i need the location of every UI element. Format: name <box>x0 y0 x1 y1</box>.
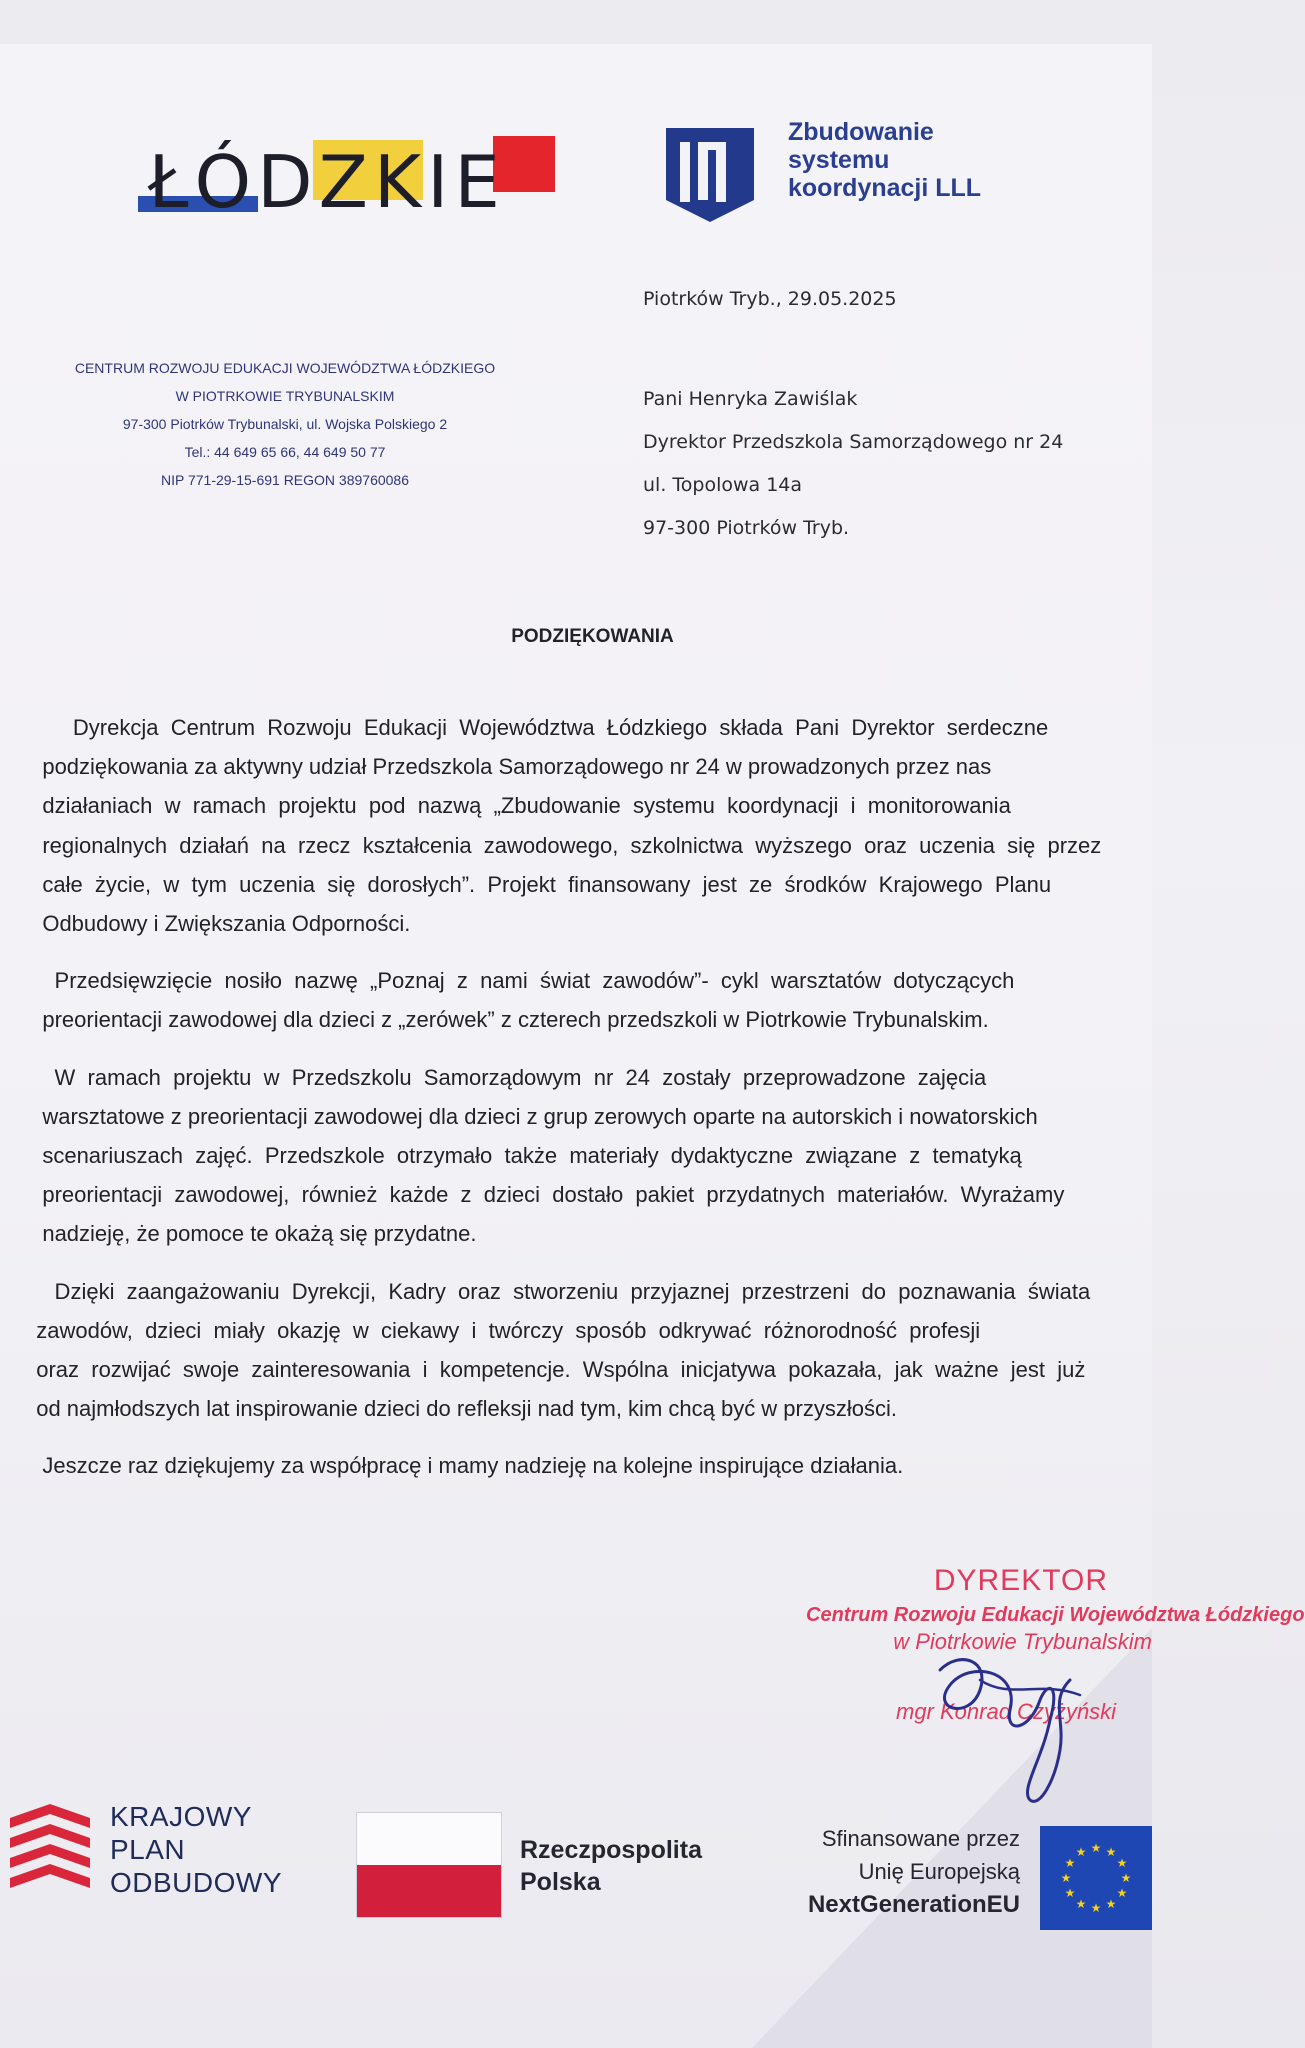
paragraph <box>24 708 1152 943</box>
body-line: warsztatowe z preorientacji zawodowej dla dzieci z grup zerowych oparte na autorskich i nowatorskich <box>24 1103 1038 1129</box>
signature-org: Centrum Rozwoju Edukacji Województwa Łódzkiego <box>806 1604 1305 1626</box>
body-line: nadzieję, że pomoce te okażą się przydatne. <box>24 1221 477 1247</box>
eu-line: NextGenerationEU <box>807 1891 1020 1918</box>
addressee-line: Pani Henryka Zawiślak <box>643 388 858 410</box>
addressee-line: Dyrektor Przedszkola Samorządowego nr 24 <box>643 431 1064 453</box>
paragraph <box>24 961 1152 1039</box>
body-line: Dyrekcja Centrum Rozwoju Edukacji Województwa Łódzkiego składa Pani Dyrektor serdeczne <box>24 715 1049 740</box>
eu-star-icon: ★ <box>1075 1845 1087 1859</box>
rp-logo-text <box>520 1834 702 1898</box>
kpo-line: PLAN <box>110 1834 186 1865</box>
eu-funding-text <box>772 1822 1020 1921</box>
lll-logo-line: Zbudowanie <box>788 118 934 146</box>
kpo-line: KRAJOWY <box>110 1801 252 1832</box>
eu-flag-icon <box>1040 1826 1152 1930</box>
paragraph <box>24 1058 1152 1254</box>
flag-white-stripe <box>357 1813 501 1865</box>
body-line: działaniach w ramach projektu pod nazwą „Zbudowanie systemu koordynacji i monitorowania <box>24 793 1011 819</box>
body-line: W ramach projektu w Przedszkolu Samorządowym nr 24 zostały przeprowadzone zajęcia <box>24 1064 987 1090</box>
eu-star-icon: ★ <box>1064 1886 1076 1900</box>
signature-city: w Piotrkowie Trybunalskim <box>893 1629 1152 1654</box>
body-line: od najmłodszych lat inspirowanie dzieci do refleksji nad tym, kim chcą być w przyszłości. <box>24 1396 897 1422</box>
lodzkie-logo-text: ŁÓDZKIE <box>148 140 506 224</box>
eu-star-icon: ★ <box>1120 1871 1132 1885</box>
body-line: Odbudowy i Zwiększania Odporności. <box>24 911 411 937</box>
flag-red-stripe <box>357 1865 501 1917</box>
lll-logo-line: koordynacji LLL <box>788 174 982 202</box>
letter-body <box>24 708 1152 1504</box>
sender-stamp <box>30 354 540 494</box>
eu-star-icon: ★ <box>1116 1886 1128 1900</box>
polish-flag-icon <box>356 1812 502 1918</box>
addressee-block <box>643 378 1063 550</box>
body-line: regionalnych działań na rzecz kształcenia zawodowego, szkolnictwa wyższego oraz uczenia się przez <box>24 832 1102 858</box>
kpo-logo-text <box>110 1800 282 1899</box>
eu-line: Sfinansowane przez <box>821 1826 1020 1851</box>
kpo-line: ODBUDOWY <box>110 1867 282 1898</box>
handwritten-signature <box>920 1640 1140 1810</box>
sender-line: 97-300 Piotrków Trybunalski, ul. Wojska Polskiego 2 <box>122 416 448 432</box>
eu-star-icon: ★ <box>1105 1845 1117 1859</box>
lll-logo-line: systemu <box>788 146 890 174</box>
body-line: całe życie, w tym uczenia się dorosłych”. Projekt finansowany jest ze środków Krajowego Planu <box>24 871 1052 897</box>
body-line: scenariuszach zajęć. Przedszkole otrzymało także materiały dydaktyczne związane z tematyką <box>24 1143 1022 1169</box>
signature-role: DYREKTOR <box>933 1564 1108 1597</box>
eu-star-icon: ★ <box>1090 1901 1102 1915</box>
sender-line: W PIOTRKOWIE TRYBUNALSKIM <box>175 388 395 404</box>
body-line: preorientacji zawodowej dla dzieci z „zerówek” z czterech przedszkoli w Piotrkowie Trybunalskim. <box>24 1007 989 1033</box>
body-line: preorientacji zawodowej, również każde z dzieci dostało pakiet przydatnych materiałów. Wyrażamy <box>24 1182 1065 1208</box>
eu-star-icon: ★ <box>1105 1897 1117 1911</box>
body-line: Jeszcze raz dziękujemy za współpracę i mamy nadzieję na kolejne inspirujące działania. <box>24 1453 904 1479</box>
lodzkie-logo <box>138 130 558 230</box>
rp-line: Polska <box>520 1868 601 1896</box>
sender-line: NIP 771-29-15-691 REGON 389760086 <box>160 472 409 488</box>
lll-logo-icon <box>662 124 758 224</box>
lll-logo-text <box>788 118 981 202</box>
sender-line: CENTRUM ROZWOJU EDUKACJI WOJEWÓDZTWA ŁÓDZKIEGO <box>74 360 496 376</box>
addressee-line: 97-300 Piotrków Tryb. <box>643 517 850 539</box>
letter-date: Piotrków Tryb., 29.05.2025 <box>643 288 897 310</box>
kpo-logo-icon <box>6 1800 94 1904</box>
eu-star-icon: ★ <box>1090 1841 1102 1855</box>
paragraph <box>24 1446 1152 1485</box>
body-line: podziękowania za aktywny udział Przedszkola Samorządowego nr 24 w prowadzonych przez nas <box>24 754 992 780</box>
letter-title: PODZIĘKOWANIA <box>511 626 674 647</box>
eu-star-icon: ★ <box>1116 1856 1128 1870</box>
paragraph <box>24 1272 1152 1429</box>
body-line: Dzięki zaangażowaniu Dyrekcji, Kadry oraz stworzeniu przyjaznej przestrzeni do poznawania świata <box>24 1278 1091 1304</box>
eu-star-icon: ★ <box>1060 1871 1072 1885</box>
body-line: Przedsięwzięcie nosiło nazwę „Poznaj z nami świat zawodów”- cykl warsztatów dotyczących <box>24 968 1015 994</box>
eu-star-icon: ★ <box>1075 1897 1087 1911</box>
sender-line: Tel.: 44 649 65 66, 44 649 50 77 <box>184 444 386 460</box>
rp-line: Rzeczpospolita <box>520 1836 702 1864</box>
body-line: zawodów, dzieci miały okazję w ciekawy i twórczy sposób odkrywać różnorodność profesji <box>24 1317 981 1343</box>
eu-line: Unię Europejską <box>858 1859 1020 1884</box>
body-line: oraz rozwijać swoje zainteresowania i kompetencje. Wspólna inicjatywa pokazała, jak ważne jest już <box>24 1357 1086 1383</box>
addressee-line: ul. Topolowa 14a <box>643 474 803 496</box>
signature-name: mgr Konrad Czyżyński <box>896 1699 1117 1724</box>
eu-star-icon: ★ <box>1064 1856 1076 1870</box>
